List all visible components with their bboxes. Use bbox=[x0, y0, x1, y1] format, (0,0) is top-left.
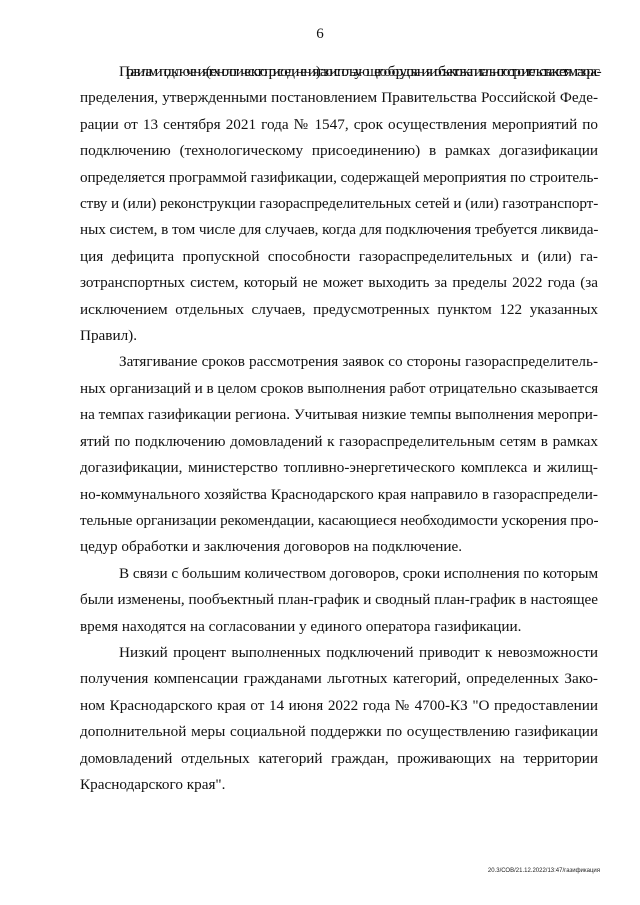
text-line: время находятся на согласовании у единого оператора газификации. bbox=[80, 617, 522, 635]
document-registration-stamp: 20.3/СОВ/21.12.2022/13:47/газификация bbox=[487, 868, 600, 874]
text-line: рации от 13 сентября 2021 года № 1547, срок осуществления мероприятий по bbox=[80, 115, 598, 133]
text-line: ном Краснодарского края от 14 июня 2022 года № 4700-КЗ "О предоставлении bbox=[80, 696, 598, 714]
paragraph-2 bbox=[80, 349, 598, 560]
text-line: Краснодарского края". bbox=[80, 775, 226, 793]
text-line: ных организаций и в целом сроков выполнения работ отрицательно сказывается bbox=[80, 379, 599, 397]
text-line: пределения, утвержденными постановлением Правительства Российской Феде- bbox=[80, 89, 598, 107]
text-line: тельные организации рекомендации, касающиеся необходимости ускорения про- bbox=[80, 511, 599, 529]
paragraph-4 bbox=[80, 640, 598, 798]
paragraph-3 bbox=[80, 561, 598, 640]
text-line: домовладений отдельных категорий граждан, проживающих на территории bbox=[80, 749, 598, 767]
text-line: ству и (или) реконструкции газораспределительных сетей и (или) газотранспорт- bbox=[80, 195, 599, 213]
paragraph-1 bbox=[80, 59, 598, 349]
text-line: В связи с большим количеством договоров, сроки исполнения по которым bbox=[119, 564, 599, 582]
text-line: определяется программой газификации, содержащей мероприятия по строитель- bbox=[80, 168, 599, 186]
text-line: Низкий процент выполненных подключений приводит к невозможности bbox=[119, 643, 598, 661]
text-line: подключению (технологическому присоединению) в рамках догазификации bbox=[80, 142, 598, 160]
text-line: ция дефицита пропускной способности газораспределительных и (или) га- bbox=[80, 247, 598, 265]
text-line: на темпах газификации региона. Учитывая низкие темпы выполнения меропри- bbox=[80, 406, 598, 424]
text-line: дополнительной меры социальной поддержки по осуществлению газификации bbox=[80, 723, 598, 741]
text-line: ятий по подключению домовладений к газораспределительным сетям в рамках bbox=[80, 432, 598, 450]
text-line: получения компенсации гражданами льготных категорий, определенных Зако- bbox=[80, 670, 598, 688]
document-body bbox=[80, 59, 598, 798]
text-line: Правилами подключения (технологического присоединения) газоиспользующего оборудования и объектов капитального строительства к сетям газорас- bbox=[119, 63, 598, 80]
text-line: исключением отдельных случаев, предусмотренных пунктом 122 указанных bbox=[80, 300, 598, 318]
page-number: 6 bbox=[316, 26, 324, 42]
text-line: догазификации, министерство топливно-энергетического комплекса и жилищ- bbox=[80, 459, 598, 477]
text-line: ных систем, в том числе для случаев, когда для подключения требуется ликвида- bbox=[80, 221, 599, 239]
text-line: были изменены, пообъектный план-график и сводный план-график в настоящее bbox=[80, 591, 598, 609]
text-line: но-коммунального хозяйства Краснодарского края направило в газораспредели- bbox=[80, 485, 598, 503]
text-line: Правил). bbox=[80, 327, 138, 345]
text-line: цедур обработки и заключения договоров на подключение. bbox=[80, 538, 463, 556]
text-line: Затягивание сроков рассмотрения заявок со стороны газораспределитель- bbox=[119, 353, 598, 371]
text-line: зотранспортных систем, который не может выходить за пределы 2022 года (за bbox=[80, 274, 598, 292]
